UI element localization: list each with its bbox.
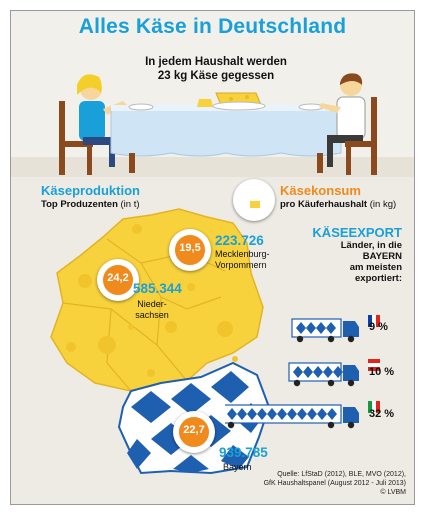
export-line-3: am meisten xyxy=(349,262,402,273)
truck-wheel-icon xyxy=(348,422,354,428)
truck-cab-icon xyxy=(343,321,359,337)
region-label-mv xyxy=(215,249,270,271)
source-line-1: Quelle: LfStaD (2012), BLE, MVO (2012), xyxy=(277,471,406,478)
consumption-subtitle-text: pro Käuferhaushalt xyxy=(280,199,368,210)
truck-wheel-icon xyxy=(348,336,354,342)
consumption-value-ni: 24,2 xyxy=(107,272,129,284)
export-line-2: BAYERN xyxy=(362,251,402,262)
flag-österreich-icon xyxy=(368,359,380,363)
truck-wheel-icon xyxy=(348,380,354,386)
truck-wheel-icon xyxy=(294,380,300,386)
region-name-ni-1: Nieder- xyxy=(137,299,167,309)
consumption-plate-mv xyxy=(169,229,211,271)
subtitle-line-2: 23 kg Käse gegessen xyxy=(157,70,275,82)
production-subtitle xyxy=(41,199,140,210)
export-pct-fr: 9 % xyxy=(369,321,388,333)
page-title: Alles Käse in Deutschland xyxy=(78,15,347,38)
export-pct-at: 10 % xyxy=(369,366,395,378)
truck-cab-icon xyxy=(343,365,359,381)
consumption-plate-icon xyxy=(233,179,275,221)
consumption-value-by: 22,7 xyxy=(183,424,205,436)
source-line-3: © LVBM xyxy=(380,489,406,496)
infographic xyxy=(10,10,415,505)
cheese-icon xyxy=(250,201,260,208)
region-name-ni-2: sachsen xyxy=(135,310,169,320)
production-title: Käseproduktion xyxy=(41,183,140,198)
region-label-by: Bayern xyxy=(223,462,252,472)
truck-wheel-icon xyxy=(228,422,234,428)
export-block xyxy=(312,225,402,284)
consumption-title: Käsekonsum xyxy=(280,183,361,198)
production-subtitle-text: Top Produzenten xyxy=(41,199,118,210)
consumption-subtitle xyxy=(280,199,396,210)
consumption-unit: (in kg) xyxy=(369,199,397,210)
truck-wheel-icon xyxy=(328,380,334,386)
production-value-mv: 223.726 xyxy=(215,233,264,248)
region-name-mv-1: Mecklenburg- xyxy=(215,249,270,259)
region-label-ni xyxy=(127,299,177,321)
production-value-ni: 585.344 xyxy=(133,281,182,296)
export-line-1: Länder, in die xyxy=(340,240,402,251)
dining-scene-illustration xyxy=(11,49,414,179)
source-note xyxy=(264,470,406,497)
export-title: KÄSEEXPORT xyxy=(312,225,402,240)
export-pct-it: 32 % xyxy=(369,408,395,420)
consumption-value-mv: 19,5 xyxy=(179,242,201,254)
truck-wheel-icon xyxy=(297,336,303,342)
region-name-mv-2: Vorpommern xyxy=(215,260,267,270)
truck-wheel-icon xyxy=(328,336,334,342)
production-value-by: 939.785 xyxy=(219,445,268,460)
export-line-4: exportiert: xyxy=(355,273,402,284)
source-line-2: GfK Haushaltspanel (August 2012 - Juli 2013) xyxy=(263,480,406,487)
consumption-plate-by xyxy=(173,411,215,453)
truck-cab-icon xyxy=(343,407,359,423)
truck-wheel-icon xyxy=(328,422,334,428)
production-unit: (in t) xyxy=(120,199,140,210)
subtitle-line-1: In jedem Haushalt werden xyxy=(145,56,287,68)
